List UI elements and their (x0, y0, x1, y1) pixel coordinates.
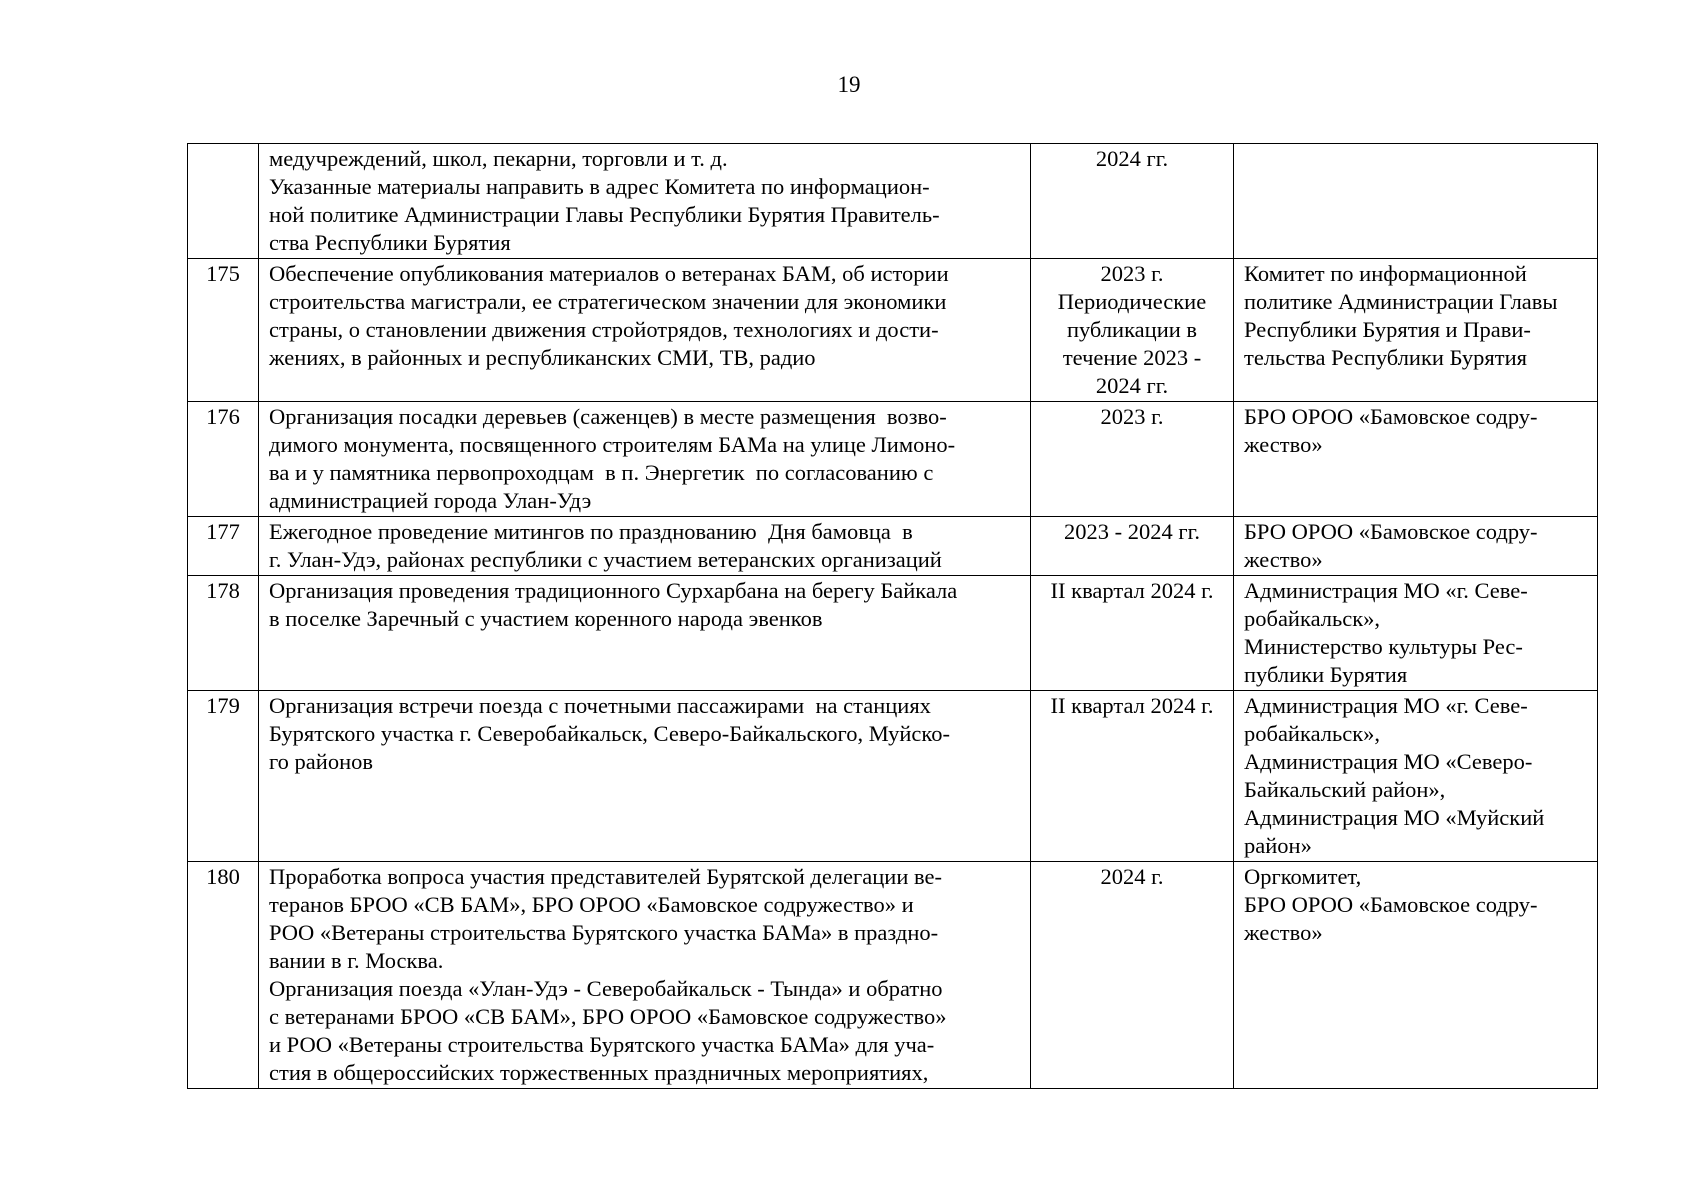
responsible-line: Оргкомитет, (1244, 864, 1362, 889)
activity-line: вании в г. Москва. (269, 948, 444, 973)
activity-line: администрацией города Улан-Удэ (269, 488, 592, 513)
activity-line: страны, о становлении движения стройотрядов, технологиях и дости- (269, 317, 939, 342)
term-line: II квартал 2024 г. (1050, 693, 1214, 718)
table-row (188, 576, 1598, 691)
responsible-cell (1234, 862, 1598, 1089)
table-row (188, 862, 1598, 1089)
term-line: течение 2023 - (1062, 345, 1202, 370)
responsible-cell (1234, 576, 1598, 691)
row-number-cell: 178 (188, 576, 259, 691)
table-row (188, 517, 1598, 576)
activity-line: Организация посадки деревьев (саженцев) в месте размещения возво- (269, 404, 947, 429)
responsible-line: жество» (1244, 547, 1323, 572)
activity-line: Обеспечение опубликования материалов о ветеранах БАМ, об истории (269, 261, 949, 286)
activity-line: Ежегодное проведение митингов по празднованию Дня бамовца в (269, 519, 913, 544)
responsible-line: Администрация МО «г. Севе- (1244, 693, 1528, 718)
responsible-line: робайкальск», (1244, 721, 1381, 746)
responsible-line: Администрация МО «Муйский (1244, 805, 1545, 830)
table-row (188, 402, 1598, 517)
term-line: 2023 - 2024 гг. (1064, 519, 1200, 544)
responsible-line: тельства Республики Бурятия (1244, 345, 1527, 370)
term-line: 2024 гг. (1095, 146, 1169, 171)
term-cell (1031, 517, 1234, 576)
activity-line: ной политике Администрации Главы Республики Бурятия Правитель- (269, 202, 940, 227)
activity-line: с ветеранами БРОО «СВ БАМ», БРО ОРОО «Бамовское содружество» (269, 1004, 947, 1029)
activity-line: г. Улан-Удэ, районах республики с участием ветеранских организаций (269, 547, 942, 572)
responsible-line: робайкальск», (1244, 606, 1381, 631)
table-row (188, 691, 1598, 862)
table-row (188, 144, 1598, 259)
activity-cell (259, 862, 1031, 1089)
activity-cell (259, 576, 1031, 691)
row-number-cell: 175 (188, 259, 259, 402)
responsible-line: Байкальский район», (1244, 777, 1446, 802)
activity-line: Проработка вопроса участия представителей Бурятской делегации ве- (269, 864, 942, 889)
responsible-line: жество» (1244, 920, 1323, 945)
responsible-cell (1234, 259, 1598, 402)
activity-line: го районов (269, 749, 373, 774)
activity-line: Указанные материалы направить в адрес Комитета по информацион- (269, 174, 930, 199)
row-number-cell: 176 (188, 402, 259, 517)
row-number-cell: 180 (188, 862, 259, 1089)
responsible-cell (1234, 144, 1598, 259)
activity-line: строительства магистрали, ее стратегическом значении для экономики (269, 289, 947, 314)
responsible-line: публики Бурятия (1244, 662, 1408, 687)
activity-line: в поселке Заречный с участием коренного народа эвенков (269, 606, 823, 631)
responsible-line: Администрация МО «г. Севе- (1244, 578, 1528, 603)
activity-line: ства Республики Бурятия (269, 230, 511, 255)
term-line: 2024 г. (1100, 864, 1164, 889)
activity-cell (259, 259, 1031, 402)
responsible-line: БРО ОРОО «Бамовское содру- (1244, 892, 1538, 917)
activity-cell (259, 517, 1031, 576)
activity-line: стия в общероссийских торжественных праздничных мероприятиях, (269, 1060, 929, 1085)
term-line: 2023 г. (1100, 404, 1164, 429)
responsible-line: Министерство культуры Рес- (1244, 634, 1523, 659)
responsible-line: Республики Бурятия и Прави- (1244, 317, 1531, 342)
row-number-cell (188, 144, 259, 259)
activity-line: и РОО «Ветераны строительства Бурятского участка БАМа» для уча- (269, 1032, 935, 1057)
term-cell (1031, 144, 1234, 259)
responsible-line: Комитет по информационной (1244, 261, 1527, 286)
term-line: публикации в (1066, 317, 1198, 342)
responsible-cell (1234, 402, 1598, 517)
plan-table-body (188, 144, 1598, 1089)
responsible-line: район» (1244, 833, 1312, 858)
activity-line: Бурятского участка г. Северобайкальск, Северо-Байкальского, Муйско- (269, 721, 950, 746)
term-line: Периодические (1057, 289, 1207, 314)
activity-cell (259, 144, 1031, 259)
activity-line: ва и у памятника первопроходцам в п. Энергетик по согласованию с (269, 460, 934, 485)
activity-line: теранов БРОО «СВ БАМ», БРО ОРОО «Бамовское содружество» и (269, 892, 914, 917)
term-line: 2023 г. (1100, 261, 1164, 286)
term-line: 2024 гг. (1095, 373, 1169, 398)
activity-line: Организация проведения традиционного Сурхарбана на берегу Байкала (269, 578, 958, 603)
activity-cell (259, 402, 1031, 517)
term-cell (1031, 576, 1234, 691)
term-line: II квартал 2024 г. (1050, 578, 1214, 603)
table-row (188, 259, 1598, 402)
plan-table (187, 143, 1598, 1089)
activity-line: жениях, в районных и республиканских СМИ, ТВ, радио (269, 345, 816, 370)
row-number-cell: 179 (188, 691, 259, 862)
responsible-line: жество» (1244, 432, 1323, 457)
term-cell (1031, 259, 1234, 402)
term-cell (1031, 402, 1234, 517)
responsible-line: Администрация МО «Северо- (1244, 749, 1533, 774)
activity-line: Организация поезда «Улан-Удэ - Северобайкальск - Тында» и обратно (269, 976, 943, 1001)
term-cell (1031, 691, 1234, 862)
responsible-cell (1234, 517, 1598, 576)
responsible-line: БРО ОРОО «Бамовское содру- (1244, 519, 1538, 544)
responsible-cell (1234, 691, 1598, 862)
activity-line: димого монумента, посвященного строителям БАМа на улице Лимоно- (269, 432, 956, 457)
responsible-line: БРО ОРОО «Бамовское содру- (1244, 404, 1538, 429)
activity-cell (259, 691, 1031, 862)
row-number-cell: 177 (188, 517, 259, 576)
responsible-line: политике Администрации Главы (1244, 289, 1558, 314)
activity-line: Организация встречи поезда с почетными пассажирами на станциях (269, 693, 931, 718)
term-cell (1031, 862, 1234, 1089)
activity-line: медучреждений, школ, пекарни, торговли и т. д. (269, 146, 728, 171)
activity-line: РОО «Ветераны строительства Бурятского участка БАМа» в праздно- (269, 920, 939, 945)
page-number: 19 (837, 72, 861, 97)
